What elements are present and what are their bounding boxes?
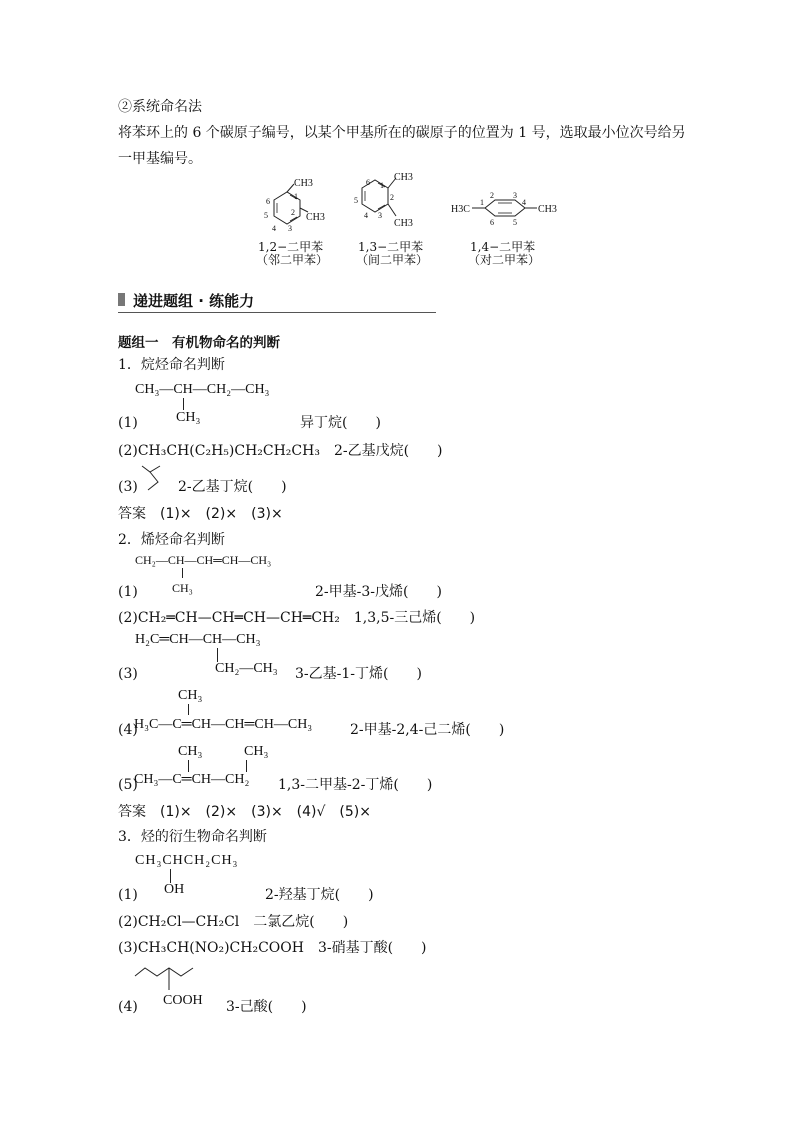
structure-common-name: （间二甲苯） xyxy=(356,253,429,267)
item-name: 2-羟基丁烷( ) xyxy=(265,887,374,903)
item-name: 3-乙基-1-丁烯( ) xyxy=(295,666,422,682)
skeletal-formula xyxy=(133,962,203,992)
o-xylene-ring xyxy=(264,178,325,233)
ring-number-5: 5 xyxy=(354,196,358,205)
methyl-group: H3C xyxy=(451,204,470,215)
ring-number-6: 6 xyxy=(366,178,370,187)
item-name: 2-甲基-3-戊烯( ) xyxy=(315,584,442,600)
item-label: (3) xyxy=(118,479,138,495)
methyl-group: CH3 xyxy=(306,212,325,223)
methyl-group: CH3 xyxy=(394,218,413,229)
item-label: (1) xyxy=(118,887,138,903)
structure-common-name: （邻二甲苯） xyxy=(256,253,329,267)
formula-branch: CH₂—CH₃ xyxy=(215,661,278,676)
bond-line xyxy=(183,398,184,410)
ring-number-3: 3 xyxy=(513,191,517,200)
formula-branch: OH xyxy=(164,882,185,897)
ring-number-6: 6 xyxy=(266,197,270,206)
bond-line xyxy=(188,704,189,715)
answer: 答案 (1)× (2)× (3)× xyxy=(118,506,283,522)
item-label: (3) xyxy=(118,666,138,682)
item-name: 2-甲基-2,4-己二烯( ) xyxy=(350,722,505,738)
ring-number-4: 4 xyxy=(522,198,526,207)
ring-number-1: 1 xyxy=(380,181,384,190)
ring-number-4: 4 xyxy=(272,224,276,233)
group-title: 题组一 有机物命名的判断 xyxy=(118,335,280,351)
formula-branch: CH₃ xyxy=(172,581,193,595)
methyl-group: CH3 xyxy=(538,204,557,215)
question-item: (2)CH₃CH(C₂H₅)CH₂CH₂CH₃ 2-乙基戊烷( ) xyxy=(118,443,443,459)
skeletal-formula xyxy=(138,462,168,492)
bond-line xyxy=(188,760,189,772)
formula-main-chain: CH₃CHCH₂CH₃ xyxy=(135,853,239,868)
formula-main-chain: CH₂—CH—CH═CH—CH₃ xyxy=(135,553,272,567)
item-label: (5) xyxy=(118,777,138,793)
ring-number-1: 1 xyxy=(294,192,298,201)
question-item: (3)CH₃CH(NO₂)CH₂COOH 3-硝基丁酸( ) xyxy=(118,940,427,956)
item-name: 异丁烷( ) xyxy=(300,415,381,431)
answer: 答案 (1)× (2)× (3)× (4)√ (5)× xyxy=(118,804,371,820)
question-title: 2．烯烃命名判断 xyxy=(118,532,225,548)
structure-name: 1,4−二甲苯 xyxy=(470,240,536,254)
question-item: (2)CH₂═CH—CH═CH—CH═CH₂ 1,3,5-三己烯( ) xyxy=(118,610,476,626)
ring-number-2: 2 xyxy=(291,208,295,217)
ring-number-1: 1 xyxy=(480,198,484,207)
formula-main-chain: CH₃—C═CH—CH₂ xyxy=(134,772,250,787)
structure-common-name: （对二甲苯） xyxy=(468,253,541,267)
question-title: 1．烷烃命名判断 xyxy=(118,357,225,373)
ring-number-3: 3 xyxy=(378,211,382,220)
item-label: (1) xyxy=(118,415,138,431)
question-title: 3．烃的衍生物命名判断 xyxy=(118,829,267,845)
item-name: 3-己酸( ) xyxy=(226,999,307,1015)
formula-branch: CH₃ xyxy=(178,744,203,759)
formula-main-chain: H₂C═CH—CH—CH₃ xyxy=(135,632,261,647)
ring-number-3: 3 xyxy=(288,224,292,233)
formula-branch: COOH xyxy=(163,993,203,1008)
intro-line-1: 将苯环上的 6 个碳原子编号，以某个甲基所在的碳原子的位置为 1 号，选取最小位次号给另 xyxy=(118,125,686,141)
item-name: 1,3-二甲基-2-丁烯( ) xyxy=(278,777,433,793)
ring-number-5: 5 xyxy=(513,218,517,227)
m-xylene-ring xyxy=(354,172,413,229)
structure-name: 1,2−二甲苯 xyxy=(258,240,324,254)
question-item: (2)CH₂Cl—CH₂Cl 二氯乙烷( ) xyxy=(118,914,349,930)
section-divider xyxy=(118,312,436,313)
intro-title: ②系统命名法 xyxy=(118,99,202,115)
bond-line xyxy=(170,869,171,883)
item-name: 2-乙基丁烷( ) xyxy=(178,479,287,495)
formula-main-chain: CH₃—CH—CH₂—CH₃ xyxy=(135,382,270,397)
ring-number-5: 5 xyxy=(264,211,268,220)
ring-number-2: 2 xyxy=(390,193,394,202)
item-label: (1) xyxy=(118,584,138,600)
methyl-group: CH3 xyxy=(294,178,313,189)
ring-number-2: 2 xyxy=(490,191,494,200)
methyl-group: CH3 xyxy=(394,172,413,183)
structure-name: 1,3−二甲苯 xyxy=(358,240,424,254)
bond-line xyxy=(182,568,183,578)
formula-branch: CH₃ xyxy=(178,688,203,703)
bond-line xyxy=(217,648,218,662)
bond-line xyxy=(246,760,247,772)
formula-branch: CH₃ xyxy=(244,744,269,759)
item-label: (4) xyxy=(118,722,138,738)
section-marker xyxy=(118,293,125,306)
formula-main-chain: H₃C—C═CH—CH═CH—CH₃ xyxy=(134,717,313,732)
formula-branch: CH₃ xyxy=(176,410,201,425)
item-label: (4) xyxy=(118,999,138,1015)
p-xylene-ring xyxy=(451,191,557,227)
ring-number-4: 4 xyxy=(364,211,368,220)
intro-line-2: 一甲基编号。 xyxy=(118,151,202,167)
ring-number-6: 6 xyxy=(490,218,494,227)
section-header: 递进题组 · 练能力 xyxy=(133,292,255,310)
